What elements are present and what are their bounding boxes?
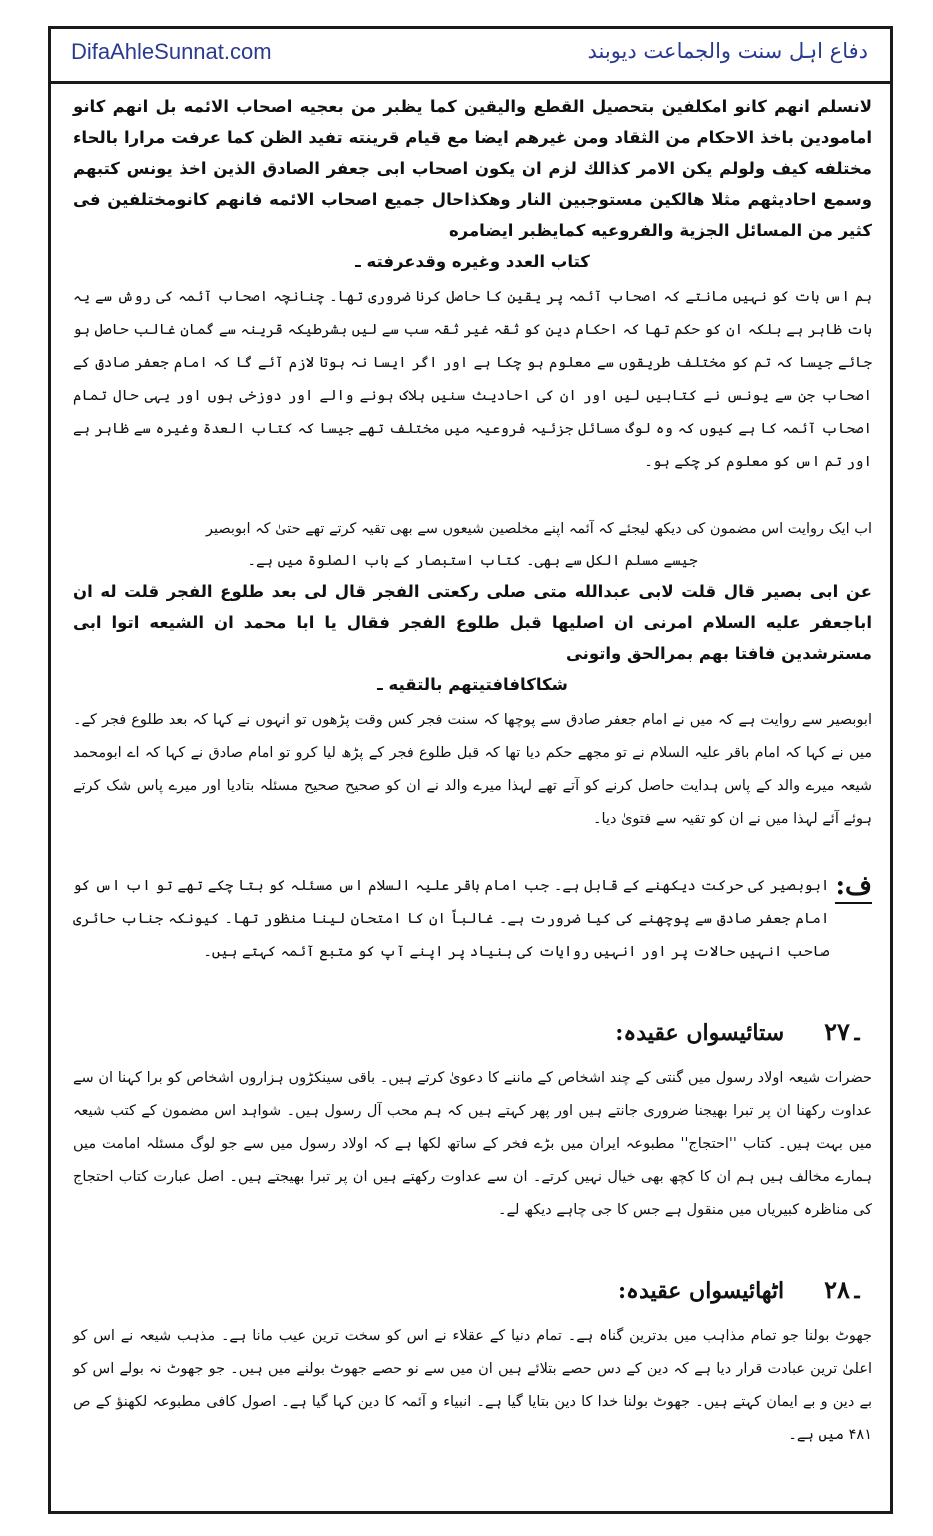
heading-27-title: ستائیسواں عقیدہ: bbox=[615, 1020, 785, 1046]
note-text: ابوبصیر کی حرکت دیکھنے کے قابل ہے۔ جب امام باقر علیہ السلام اس مسئلہ کو بتا چکے تھے تو اب اس کو امام جعفر صادق سے پوچھنے کی کیا ضرورت ہے۔ غالباً ان کا امتحان لینا منظور تھا۔ کیونکہ جناب حائری صاحب انہیں حالات پر اور انہیں روایات کی بنیاد پر اپنے آپ کو متبع آئمہ کہتے ہیں۔ bbox=[73, 878, 830, 960]
header-title: دفاع اہل سنت والجماعت دیوبند bbox=[587, 39, 868, 63]
heading-27 bbox=[73, 1017, 872, 1046]
section-28-text: جھوٹ بولنا جو تمام مذاہب میں بدترین گناہ ہے۔ تمام دنیا کے عقلاء نے اس کو سخت ترین عیب مانا ہے۔ مذہب شیعہ نے اس کو اعلیٰ ترین عبادت قرار دیا ہے کہ دین کے دس حصے بتلائے ہیں ان میں سے نو حصے جھوٹ بولنے میں ہیں۔ جو جھوٹ نہ بولے اس کو بے دین و بے ایمان کہتے ہیں۔ جھوٹ بولنا خدا کا دین بتایا گیا ہے۔ انبیاء و آئمہ کا دین کہا گیا ہے۔ اصول کافی مطبوعہ لکھنؤ کے ص ۴۸۱ میں ہے۔ bbox=[73, 1328, 872, 1443]
arabic-quote-1: لانسلم انهم كانو امكلفين بتحصيل القطع واليقين كما يظبر من بعجيه اصحاب الائمه بل انهم كانو امامودين باخذ الاحكام من الثقاد ومن غيرهم ايضا مع قيام قرينته تفيد الظن كما عرفت مرارا بالحاء مختلفه كيف ولولم يكن الامر كذالك لزم ان يكون اصحاب ابى جعفر الصادق الذين اخذ يونس كتبهم وسمع احاديثهم مثلا هالكين مستوجبين النار وهكذاحال جميع اصحاب الائمه فانهم كانومختلفين فى كثير من المسائل الجزية والفروعيه كمايظبر ايضامره bbox=[73, 97, 872, 240]
note-block bbox=[73, 870, 872, 969]
arabic-quote-2: عن ابى بصير قال قلت لابى عبدالله متى صلى ركعتى الفجر قال لى بعد طلوع الفجر قلت له ان اباجعفر عليه السلام امرنى ان اصليها قبل طلوع الفجر فقال يا ابا محمد ان الشيعه اتوا ابى مسترشدين فافتا بهم بمرالحق واتونى bbox=[73, 582, 872, 663]
heading-27-number: ۔۲۷ bbox=[824, 1017, 864, 1046]
page-body bbox=[73, 91, 872, 1452]
urdu-translation-1: ہم اس بات کو نہیں مانتے کہ اصحاب آئمہ پر یقین کا حاصل کرنا ضروری تھا۔ چنانچہ اصحاب آئمہ کی روش سے یہ بات ظاہر ہے بلکہ ان کو حکم تھا کہ احکام دین کو ثقہ غیر ثقہ سب سے لیں بشرطیکہ قرینہ سے گمان غالب حاصل ہو جائے جیسا کہ تم کو مختلف طریقوں سے معلوم ہو چکا ہے اور اگر ایسا نہ ہوتا لازم آئے گا کہ امام جعفر صادق کے اصحاب جن سے یونس نے کتابیں لیں اور ان کی احادیث سنیں ہلاک ہونے والے اور دوزخی ہوں اور یہی حال تمام اصحاب آئمہ کا ہے کیوں کہ وہ لوگ مسائل جزئیہ فروعیہ میں مختلف تھے جیسا کہ کتاب العدۃ وغیرہ سے ظاہر ہے اور تم اس کو معلوم کر چکے ہو۔ bbox=[73, 289, 872, 470]
spacer bbox=[73, 836, 872, 870]
spacer bbox=[73, 479, 872, 513]
heading-28-number: ۔۲۸ bbox=[824, 1275, 864, 1304]
urdu-translation-2: ابوبصیر سے روایت ہے کہ میں نے امام جعفر صادق سے پوچھا کہ سنت فجر کس وقت پڑھوں تو انہوں نے کہا کہ بعد طلوع فجر کے۔ میں نے کہا کہ امام باقر علیہ السلام نے تو مجھے حکم دیا تھا کہ قبل طلوع فجر کے پڑھ لیا کرو تو امام صادق نے کہا کہ اے ابومحمد شیعہ میرے والد کے پاس ہدایت حاصل کرنے کو آتے تھے لہذا میرے والد نے ان کو صحیح صحیح مسئلہ بتادیا اور میرے پاس شک کرتے ہوئے آئے لہذا میں نے ان کو تقیہ سے فتویٰ دیا۔ bbox=[73, 712, 872, 827]
urdu-intro-2-tail: جیسے مسلم الکل سے بھی۔ کتاب استبصار کے باب الصلوۃ میں ہے۔ bbox=[247, 553, 698, 569]
arabic-quote-1-tail: كتاب العدد وغيره وقدعرفته ـ bbox=[355, 252, 590, 271]
note-marker: ف: bbox=[835, 870, 872, 904]
page-header bbox=[51, 29, 890, 84]
section-27-text: حضرات شیعہ اولاد رسول میں گنتی کے چند اشخاص کے ماننے کا دعویٰ کرتے ہیں۔ باقی سینکڑوں ہزاروں اشخاص کو برا کہنا ان سے عداوت رکھنا ان پر تبرا بھیجنا ضروری جانتے ہیں اور پھر کہتے ہیں کہ ہم محب آل رسول ہیں۔ شواہد اس مضمون کے کتب شیعہ میں بہت ہیں۔ کتاب ''احتجاج'' مطبوعہ ایران میں بڑے فخر کے ساتھ لکھا ہے کہ اولاد رسول میں سے جو لوگ مسئلہ امامت میں ہمارے مخالف ہیں ہم ان کا کچھ بھی خیال نہیں کرتے۔ ان سے عداوت رکھتے ہیں ان پر تبرا بھیجتے ہیں۔ اصل عبارت کتاب احتجاج کی مناظرہ کبیریاں میں منقول ہے جس کا جی چاہے دیکھ لے۔ bbox=[73, 1070, 872, 1218]
heading-28-title: اٹھائیسواں عقیدہ: bbox=[617, 1278, 785, 1304]
site-link[interactable]: DifaAhleSunnat.com bbox=[71, 39, 272, 64]
urdu-intro-2: اب ایک روایت اس مضمون کی دیکھ لیجئے کہ آئمہ اپنے مخلصین شیعوں سے بھی تقیہ کرتے تھے حتیٰ کہ ابوبصیر bbox=[205, 521, 872, 537]
arabic-quote-2-tail: شكاكافافتيتهم بالتقيه ـ bbox=[377, 675, 568, 694]
heading-28 bbox=[73, 1275, 872, 1304]
page-frame bbox=[48, 26, 893, 1514]
